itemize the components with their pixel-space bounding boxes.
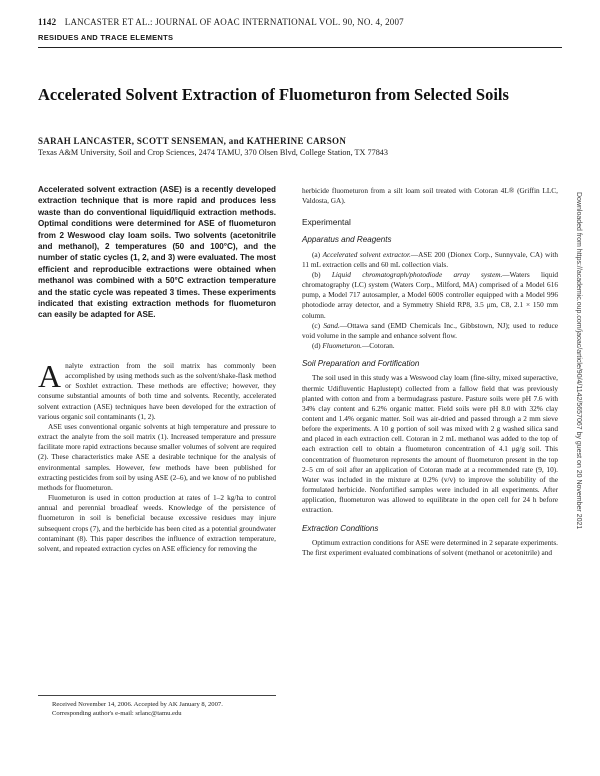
article-title: Accelerated Solvent Extraction of Fluometuron from Selected Soils xyxy=(38,85,509,104)
item-a: (a) Accelerated solvent extractor.—ASE 200 (Dionex Corp., Sunnyvale, CA) with 11 mL extraction cells and 60 mL collection vials. xyxy=(302,249,559,269)
footnote-rule xyxy=(38,695,276,696)
download-watermark xyxy=(569,192,585,762)
soil-prep-paragraph: The soil used in this study was a Weswood clay loam (fine-silty, mixed superactive, thermic Udifluventic Haplustept) collected from a fallow field that was previously planted with cotton and from a bermudagrass pasture. Pasture soils were pH 7.6 with 34% clay content and 6.2% organic matter. Field soils were pH 8.0 with 32% clay content and 1.4% organic matter. Soil was air-dried and passed through a 2 mm sieve before the experiments. A 10 g portion of soil was mixed with 2 g washed silica sand and placed in each extraction cell. Cotoran in 2 mL methanol was added to the top of each extraction cell to obtain a fluometuron concentration of 4.1 μg/g soil. This concentration of fluometuron represents the amount of fluometuron present in the top 2–5 cm of soil after an application of Cotoran made at a recommended rate (9, 10). Water was included in the mixture at 0.2% (v/v) to improve the solubility of the formulated herbicide. Nonfortified samples were included in all experiments. After application, fluometuron was allowed to equilibrate in the open cell for 24 h before extraction. xyxy=(302,373,558,515)
item-d: (d) Fluometuron.—Cotoran. xyxy=(312,341,395,351)
item-c: (c) Sand.—Ottawa sand (EMD Chemicals Inc., Gibbstown, NJ); used to reduce void volume in the sample and enhance solvent flow. xyxy=(302,320,558,340)
download-notice: Downloaded from https://academic.oup.com/jaoac/article/90/4/1142/5657067 by guest on 20 November 2021 xyxy=(575,192,582,530)
experimental-heading: Experimental xyxy=(302,217,351,228)
intro-paragraph-2: ASE uses conventional organic solvents at high temperature and pressure to extract the analyte from the soil matrix (1). Increased temperature and pressure facilitate more rapid extractions because smaller volumes of solvent are required (2). These characteristics make ASE a desirable technique for the analysis of environmental samples. However, few methods have been published for extracting pesticides from soil by using ASE (2–6), and we know of no published methods for fluometuron. xyxy=(38,421,276,492)
running-header xyxy=(38,17,404,27)
right-column xyxy=(302,186,558,558)
section-label: RESIDUES AND TRACE ELEMENTS xyxy=(38,33,174,42)
item-b: (b) Liquid chromatograph/photodiode array system.—Waters liquid chromatography (LC) system (Waters Corp., Milford, MA) comprised of a Model 616 pump, a Model 717 autosampler, a Model 600S controller equipped with a Model 996 photodiode array detector, and a Symmetry Shield RP8, 3.5 μm, C8, 2.1 × 150 mm column. xyxy=(302,269,559,320)
intro-paragraph-3: Fluometuron is used in cotton production at rates of 1–2 kg/ha to control annual and perennial broadleaf weeds. Knowledge of the persistence of fluometuron in soil is beneficial because excessive residues may injure subsequent crops (7), and the herbicide has been cited as a potential groundwater contaminant (8). This paper describes the influence of extraction temperature, solvent, and repeated extraction cycles on ASE efficiency for removing the xyxy=(38,493,276,553)
corresponding-email: Corresponding author's e-mail: srlanc@tamu.edu xyxy=(52,710,182,717)
intro-column xyxy=(38,358,276,554)
page-number: 1142 xyxy=(38,17,57,27)
soil-prep-heading: Soil Preparation and Fortification xyxy=(302,359,420,369)
drop-cap: A xyxy=(38,358,62,394)
apparatus-heading: Apparatus and Reagents xyxy=(302,235,392,245)
extraction-conditions-paragraph: Optimum extraction conditions for ASE were determined in 2 separate experiments. The first experiment evaluated combinations of solvent (methanol or acetonitrile) and xyxy=(302,537,558,557)
footnote xyxy=(52,700,276,718)
authors: SARAH LANCASTER, SCOTT SENSEMAN, and KATHERINE CARSON xyxy=(38,136,347,146)
intro-continued: herbicide fluometuron from a silt loam soil treated with Cotoran 4L® (Griffin LLC, Valdosta, GA). xyxy=(302,186,558,206)
affiliation: Texas A&M University, Soil and Crop Sciences, 2474 TAMU, 370 Olsen Blvd, College Station, TX 77843 xyxy=(38,148,388,157)
abstract: Accelerated solvent extraction (ASE) is a recently developed extraction technique that is more rapid and produces less waste than do conventional liquid/liquid extraction methods. Optimal conditions were determined for ASE of fluometuron from 2 Weswood clay loam soils. Two solvents (acetonitrile and methanol), 2 temperatures (50 and 100°C), and the number of static cycles (1, 2, and 3) were evaluated. The most efficient and reproducible extractions were obtained when methanol was combined with a 50°C extraction temperature and the static cycle was repeated 3 times. These experiments indicated that existing extraction methods for fluometuron can easily be adapted for ASE. xyxy=(38,185,276,320)
header-rule xyxy=(38,47,562,48)
intro-paragraph-1: Analyte extraction from the soil matrix has commonly been accomplished by using methods such as the solvent/shake-flask method or Soxhlet extraction. These methods are effective; however, they consume substantial amounts of both time and solvents. Recently, accelerated solvent extraction (ASE) techniques have been developed for the extraction of various organic soil contaminants (1, 2). xyxy=(38,358,276,421)
received-date: Received November 14, 2006. Accepted by AK January 8, 2007. xyxy=(52,701,223,708)
extraction-conditions-heading: Extraction Conditions xyxy=(302,523,379,533)
running-head: LANCASTER ET AL.: JOURNAL OF AOAC INTERNATIONAL VOL. 90, NO. 4, 2007 xyxy=(64,17,404,27)
